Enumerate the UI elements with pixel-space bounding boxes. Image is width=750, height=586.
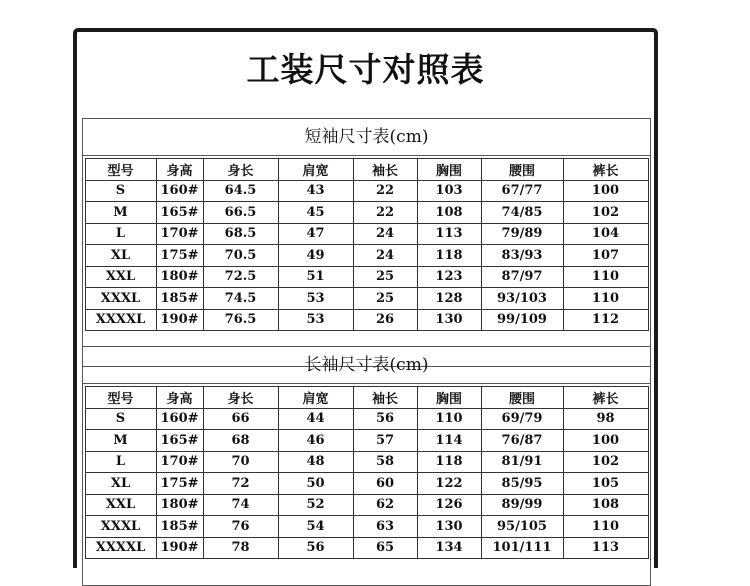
table-cell: 56: [353, 408, 417, 430]
long-sleeve-heading: 长袖尺寸表(cm): [83, 347, 650, 384]
table-row: [85, 202, 648, 224]
table-cell: 69/79: [481, 408, 563, 430]
short-sleeve-heading: 短袖尺寸表(cm): [83, 119, 650, 156]
table-cell: XXL: [85, 494, 156, 516]
table-cell: 134: [417, 537, 481, 559]
table-cell: 76: [203, 516, 278, 538]
table-cell: XXXXL: [85, 537, 156, 559]
table-cell: 76.5: [203, 309, 278, 331]
table-cell: 26: [353, 309, 417, 331]
table-cell: M: [85, 202, 156, 224]
table-cell: 110: [563, 288, 648, 310]
table-cell: 63: [353, 516, 417, 538]
column-header: 胸围: [417, 159, 481, 181]
column-header: 胸围: [417, 387, 481, 409]
table-cell: XL: [85, 473, 156, 495]
page-title: 工装尺寸对照表: [246, 50, 485, 89]
table-row: [85, 180, 648, 202]
table-cell: M: [85, 430, 156, 452]
table-cell: 49: [278, 245, 353, 267]
table-row: [85, 430, 648, 452]
table-cell: 74: [203, 494, 278, 516]
long-sleeve-section: [82, 346, 651, 586]
table-cell: 110: [563, 516, 648, 538]
table-cell: 67/77: [481, 180, 563, 202]
table-cell: 79/89: [481, 223, 563, 245]
table-cell: 45: [278, 202, 353, 224]
table-cell: 46: [278, 430, 353, 452]
table-cell: 68: [203, 430, 278, 452]
table-cell: 110: [563, 266, 648, 288]
table-cell: 43: [278, 180, 353, 202]
table-cell: 104: [563, 223, 648, 245]
table-cell: 108: [417, 202, 481, 224]
table-row: [85, 266, 648, 288]
table-cell: 44: [278, 408, 353, 430]
column-header: 身长: [203, 387, 278, 409]
table-cell: 68.5: [203, 223, 278, 245]
table-cell: 72: [203, 473, 278, 495]
table-row: [85, 223, 648, 245]
table-cell: 25: [353, 288, 417, 310]
table-cell: 22: [353, 202, 417, 224]
table-cell: 85/95: [481, 473, 563, 495]
table-cell: 76/87: [481, 430, 563, 452]
column-header: 肩宽: [278, 159, 353, 181]
table-cell: 170#: [156, 451, 203, 473]
table-cell: 126: [417, 494, 481, 516]
table-row: [85, 245, 648, 267]
short-sleeve-table: [85, 158, 649, 331]
table-cell: 98: [563, 408, 648, 430]
table-cell: 72.5: [203, 266, 278, 288]
table-row: [85, 494, 648, 516]
table-cell: 56: [278, 537, 353, 559]
table-header-row: [85, 159, 648, 181]
column-header: 腰围: [481, 387, 563, 409]
table-cell: 78: [203, 537, 278, 559]
table-cell: 100: [563, 430, 648, 452]
table-cell: 108: [563, 494, 648, 516]
column-header: 腰围: [481, 159, 563, 181]
table-cell: 89/99: [481, 494, 563, 516]
table-cell: XXXXL: [85, 309, 156, 331]
table-cell: 112: [563, 309, 648, 331]
table-cell: 160#: [156, 180, 203, 202]
table-cell: 185#: [156, 516, 203, 538]
table-cell: 175#: [156, 245, 203, 267]
table-cell: 122: [417, 473, 481, 495]
table-cell: 110: [417, 408, 481, 430]
table-cell: XXXL: [85, 516, 156, 538]
table-row: [85, 516, 648, 538]
table-cell: XL: [85, 245, 156, 267]
table-row: [85, 451, 648, 473]
table-cell: 190#: [156, 309, 203, 331]
table-cell: 105: [563, 473, 648, 495]
table-cell: S: [85, 408, 156, 430]
table-cell: 180#: [156, 494, 203, 516]
table-cell: 95/105: [481, 516, 563, 538]
table-row: [85, 537, 648, 559]
table-cell: 128: [417, 288, 481, 310]
table-cell: 190#: [156, 537, 203, 559]
column-header: 身高: [156, 159, 203, 181]
table-cell: 74/85: [481, 202, 563, 224]
table-cell: 53: [278, 309, 353, 331]
table-cell: 102: [563, 202, 648, 224]
table-cell: 70.5: [203, 245, 278, 267]
table-cell: 130: [417, 516, 481, 538]
table-cell: 66: [203, 408, 278, 430]
table-cell: XXL: [85, 266, 156, 288]
table-cell: 87/97: [481, 266, 563, 288]
table-cell: 24: [353, 245, 417, 267]
table-header-row: [85, 387, 648, 409]
long-sleeve-table: [85, 386, 649, 559]
table-cell: 170#: [156, 223, 203, 245]
table-cell: 64.5: [203, 180, 278, 202]
table-cell: 114: [417, 430, 481, 452]
table-cell: 25: [353, 266, 417, 288]
table-cell: 113: [417, 223, 481, 245]
table-cell: 93/103: [481, 288, 563, 310]
table-cell: S: [85, 180, 156, 202]
table-row: [85, 309, 648, 331]
table-cell: 130: [417, 309, 481, 331]
table-cell: 180#: [156, 266, 203, 288]
table-cell: 66.5: [203, 202, 278, 224]
table-cell: 52: [278, 494, 353, 516]
column-header: 型号: [85, 387, 156, 409]
table-cell: 62: [353, 494, 417, 516]
table-cell: 107: [563, 245, 648, 267]
table-cell: 81/91: [481, 451, 563, 473]
table-cell: L: [85, 223, 156, 245]
short-sleeve-section: [82, 118, 651, 367]
table-cell: 70: [203, 451, 278, 473]
column-header: 袖长: [353, 387, 417, 409]
table-cell: 123: [417, 266, 481, 288]
table-cell: 48: [278, 451, 353, 473]
column-header: 型号: [85, 159, 156, 181]
column-header: 袖长: [353, 159, 417, 181]
table-cell: 58: [353, 451, 417, 473]
table-cell: 83/93: [481, 245, 563, 267]
column-header: 裤长: [563, 159, 648, 181]
column-header: 裤长: [563, 387, 648, 409]
table-row: [85, 408, 648, 430]
table-cell: 57: [353, 430, 417, 452]
table-cell: 50: [278, 473, 353, 495]
table-cell: 185#: [156, 288, 203, 310]
table-cell: 60: [353, 473, 417, 495]
table-row: [85, 473, 648, 495]
size-chart-sheet: [73, 28, 658, 568]
table-cell: 53: [278, 288, 353, 310]
table-cell: 175#: [156, 473, 203, 495]
table-cell: 54: [278, 516, 353, 538]
table-cell: 165#: [156, 430, 203, 452]
table-cell: 102: [563, 451, 648, 473]
table-cell: L: [85, 451, 156, 473]
table-cell: 24: [353, 223, 417, 245]
table-cell: 113: [563, 537, 648, 559]
column-header: 身高: [156, 387, 203, 409]
table-cell: 100: [563, 180, 648, 202]
table-cell: 65: [353, 537, 417, 559]
column-header: 身长: [203, 159, 278, 181]
column-header: 肩宽: [278, 387, 353, 409]
table-cell: 74.5: [203, 288, 278, 310]
table-cell: 51: [278, 266, 353, 288]
table-cell: 118: [417, 451, 481, 473]
table-cell: 165#: [156, 202, 203, 224]
table-cell: 99/109: [481, 309, 563, 331]
table-row: [85, 288, 648, 310]
table-cell: 47: [278, 223, 353, 245]
table-cell: XXXL: [85, 288, 156, 310]
table-cell: 103: [417, 180, 481, 202]
table-cell: 160#: [156, 408, 203, 430]
table-cell: 101/111: [481, 537, 563, 559]
table-cell: 118: [417, 245, 481, 267]
table-cell: 22: [353, 180, 417, 202]
